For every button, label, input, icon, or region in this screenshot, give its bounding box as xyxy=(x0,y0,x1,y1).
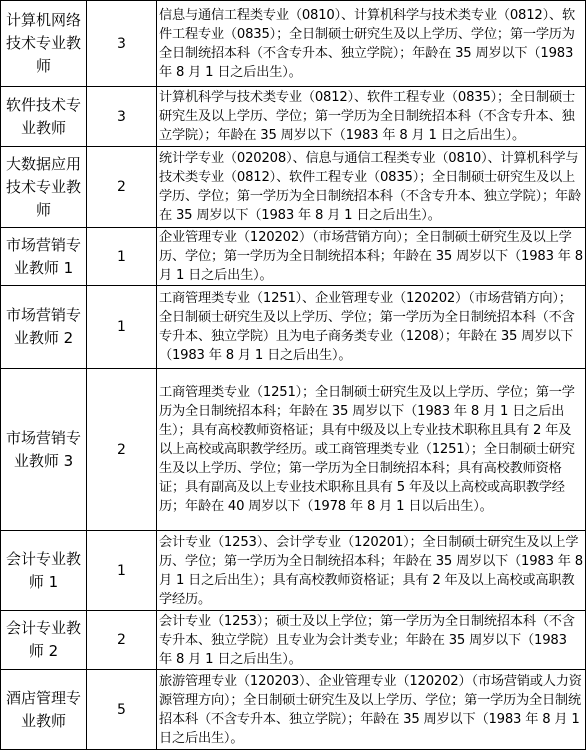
table-row xyxy=(1,670,586,750)
headcount-cell: 1 xyxy=(87,286,157,369)
table-row xyxy=(1,87,586,147)
post-name-cell: 市场营销专业教师 1 xyxy=(1,228,87,286)
headcount-cell: 2 xyxy=(87,611,157,670)
post-name-cell: 会计专业教师 1 xyxy=(1,531,87,611)
headcount-cell: 5 xyxy=(87,670,157,750)
post-name-cell: 酒店管理专业教师 xyxy=(1,670,87,750)
headcount-cell: 2 xyxy=(87,147,157,228)
table-row xyxy=(1,1,586,87)
table-row xyxy=(1,611,586,670)
headcount-cell: 3 xyxy=(87,87,157,147)
requirement-cell: 旅游管理专业（120203）、企业管理专业（120202）（市场营销或人力资源管理方向）；全日制硕士研究生及以上学历、学位；第一学历为全日制统招本科（不含专升本、独立学院）；年龄在 35 周岁以下（1983 年 8 月 1 日之后出生）。 xyxy=(157,670,586,750)
post-name-cell: 市场营销专业教师 3 xyxy=(1,369,87,531)
table-row xyxy=(1,286,586,369)
headcount-cell: 3 xyxy=(87,1,157,87)
post-name-cell: 市场营销专业教师 2 xyxy=(1,286,87,369)
post-name-cell: 会计专业教师 2 xyxy=(1,611,87,670)
headcount-cell: 2 xyxy=(87,369,157,531)
table-row xyxy=(1,147,586,228)
requirement-cell: 工商管理类专业（1251）；全日制硕士研究生及以上学历、学位；第一学历为全日制统招本科；年龄在 35 周岁以下（1983 年 8 月 1 日之后出生）；具有高校教师资格证；具有中级及以上专业技术职称且具有 2 年及以上高校或高职教学经历。或工商管理类专业（1251）；全日制硕士研究生及以上学历、学位；第一学历为全日制统招本科；具有高校教师资格证；具有副高及以上专业技术职称且具有 5 年及以上高校或高职教学经历；年龄在 40 周岁以下（1978 年 8 月 1 日以后出生）。 xyxy=(157,369,586,531)
requirement-cell: 统计学专业（020208）、信息与通信工程类专业（0810）、计算机科学与技术类专业（0812）、软件工程专业（0835）；全日制硕士研究生及以上学历、学位；第一学历为全日制统招本科（不含专升本、独立学院）；年龄在 35 周岁以下（1983 年 8 月 1 日之后出生）。 xyxy=(157,147,586,228)
requirement-cell: 工商管理类专业（1251）、企业管理专业（120202）（市场营销方向）；全日制硕士研究生及以上学历、学位；第一学历为全日制统招本科（不含专升本、独立学院）且为电子商务类专业（1208）；年龄在 35 周岁以下（1983 年 8 月 1 日之后出生）。 xyxy=(157,286,586,369)
requirement-cell: 企业管理专业（120202）（市场营销方向）；全日制硕士研究生及以上学历、学位；第一学历为全日制统招本科；年龄在 35 周岁以下（1983 年 8 月 1 日之后出生）。 xyxy=(157,228,586,286)
table-row xyxy=(1,531,586,611)
post-name-cell: 软件技术专业教师 xyxy=(1,87,87,147)
requirement-cell: 信息与通信工程类专业（0810）、计算机科学与技术类专业（0812）、软件工程专业（0835）；全日制硕士研究生及以上学历、学位；第一学历为全日制统招本科（不含专升本、独立学院）；年龄在 35 周岁以下（1983 年 8 月 1 日之后出生）。 xyxy=(157,1,586,87)
requirement-cell: 会计专业（1253）、会计学专业（120201）；全日制硕士研究生及以上学历、学位；第一学历为全日制统招本科；年龄在 35 周岁以下（1983 年 8 月 1 日之后出生）；具有高校教师资格证；具有 2 年及以上高校或高职教学经历。 xyxy=(157,531,586,611)
table-row xyxy=(1,228,586,286)
post-name-cell: 大数据应用技术专业教师 xyxy=(1,147,87,228)
post-name-cell: 计算机网络技术专业教师 xyxy=(1,1,87,87)
requirement-cell: 计算机科学与技术类专业（0812）、软件工程专业（0835）；全日制硕士研究生及以上学历、学位；第一学历为全日制统招本科（不含专升本、独立学院）；年龄在 35 周岁以下（1983 年 8 月 1 日之后出生）。 xyxy=(157,87,586,147)
table-row xyxy=(1,369,586,531)
requirement-cell: 会计专业（1253）；硕士及以上学位；第一学历为全日制统招本科（不含专升本、独立学院）且专业为会计类专业；年龄在 35 周岁以下（1983 年 8 月 1 日之后出生）。 xyxy=(157,611,586,670)
headcount-cell: 1 xyxy=(87,531,157,611)
headcount-cell: 1 xyxy=(87,228,157,286)
